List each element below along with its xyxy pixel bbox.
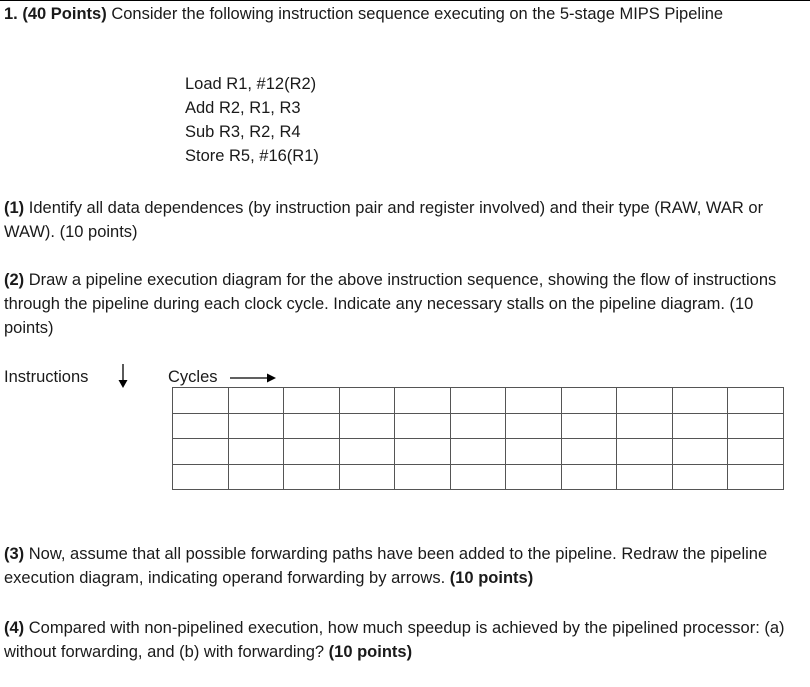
part-1 bbox=[4, 196, 794, 244]
question-number: 1. bbox=[4, 5, 18, 23]
grid-cell bbox=[173, 413, 229, 439]
grid-cell bbox=[228, 439, 284, 465]
grid-cell bbox=[617, 464, 673, 490]
grid-cell bbox=[395, 413, 451, 439]
cycles-label: Cycles bbox=[168, 368, 218, 386]
question-points: (40 Points) bbox=[22, 5, 107, 23]
grid-row bbox=[173, 413, 784, 439]
grid-cell bbox=[450, 464, 506, 490]
part-3 bbox=[4, 542, 794, 590]
grid-cell bbox=[728, 413, 784, 439]
grid-cell bbox=[284, 464, 340, 490]
part-4-text: Compared with non-pipelined execution, how much speedup is achieved by the pipelined processor: (a) without forwarding, and (b) with forwarding? bbox=[4, 619, 785, 661]
grid-cell bbox=[173, 388, 229, 414]
grid-cell bbox=[395, 388, 451, 414]
grid-cell bbox=[284, 388, 340, 414]
part-3-points: (10 points) bbox=[449, 569, 534, 587]
part-3-id: (3) bbox=[4, 545, 25, 563]
instruction-line: Sub R3, R2, R4 bbox=[185, 123, 301, 141]
grid-cell bbox=[672, 388, 728, 414]
grid-cell bbox=[228, 413, 284, 439]
grid-cell bbox=[506, 413, 562, 439]
part-2-text: Draw a pipeline execution diagram for the above instruction sequence, showing the flow of instructions through the pipeline during each clock cycle. Indicate any necessary stalls on the pipeline diagram. (10 points) bbox=[4, 271, 777, 337]
grid-cell bbox=[561, 439, 617, 465]
grid-cell bbox=[728, 388, 784, 414]
grid-cell bbox=[395, 439, 451, 465]
down-arrow-icon bbox=[117, 362, 129, 390]
grid-cell bbox=[284, 413, 340, 439]
grid-cell bbox=[672, 413, 728, 439]
grid-cell bbox=[617, 388, 673, 414]
grid-cell bbox=[617, 413, 673, 439]
question-intro: Consider the following instruction sequence executing on the 5-stage MIPS Pipeline bbox=[111, 5, 724, 23]
grid-cell bbox=[672, 439, 728, 465]
pipeline-diagram-grid bbox=[172, 387, 784, 490]
part-2 bbox=[4, 268, 794, 340]
grid-cell bbox=[339, 439, 395, 465]
instruction-sequence bbox=[185, 72, 319, 168]
grid-cell bbox=[561, 413, 617, 439]
grid-cell bbox=[506, 439, 562, 465]
top-rule bbox=[0, 0, 810, 1]
part-3-text: Now, assume that all possible forwarding paths have been added to the pipeline. Redraw the pipeline execution diagram, indicating operand forwarding by arrows. bbox=[4, 545, 768, 587]
question-header bbox=[4, 2, 794, 26]
grid-cell bbox=[395, 464, 451, 490]
grid-row bbox=[173, 388, 784, 414]
part-1-text: Identify all data dependences (by instruction pair and register involved) and their type (RAW, WAR or WAW). (10 points) bbox=[4, 199, 764, 241]
grid-body bbox=[173, 388, 784, 490]
grid-cell bbox=[672, 464, 728, 490]
grid-row bbox=[173, 439, 784, 465]
grid-cell bbox=[339, 388, 395, 414]
grid-cell bbox=[506, 464, 562, 490]
grid-cell bbox=[284, 439, 340, 465]
grid-cell bbox=[228, 464, 284, 490]
part-1-id: (1) bbox=[4, 199, 25, 217]
grid-cell bbox=[506, 388, 562, 414]
part-2-id: (2) bbox=[4, 271, 25, 289]
grid-cell bbox=[728, 464, 784, 490]
grid-cell bbox=[728, 439, 784, 465]
grid-cell bbox=[339, 413, 395, 439]
grid-cell bbox=[450, 413, 506, 439]
grid-cell bbox=[561, 464, 617, 490]
instruction-line: Load R1, #12(R2) bbox=[185, 75, 317, 93]
grid-cell bbox=[228, 388, 284, 414]
grid-cell bbox=[173, 439, 229, 465]
grid-cell bbox=[450, 388, 506, 414]
part-4 bbox=[4, 616, 794, 664]
instruction-line: Store R5, #16(R1) bbox=[185, 147, 319, 165]
right-arrow-icon bbox=[229, 372, 279, 384]
instructions-label: Instructions bbox=[4, 368, 89, 386]
part-4-id: (4) bbox=[4, 619, 25, 637]
grid-cell bbox=[617, 439, 673, 465]
grid-cell bbox=[561, 388, 617, 414]
grid-row bbox=[173, 464, 784, 490]
grid-cell bbox=[173, 464, 229, 490]
grid-cell bbox=[450, 439, 506, 465]
instruction-line: Add R2, R1, R3 bbox=[185, 99, 301, 117]
grid-cell bbox=[339, 464, 395, 490]
part-4-points: (10 points) bbox=[328, 643, 413, 661]
